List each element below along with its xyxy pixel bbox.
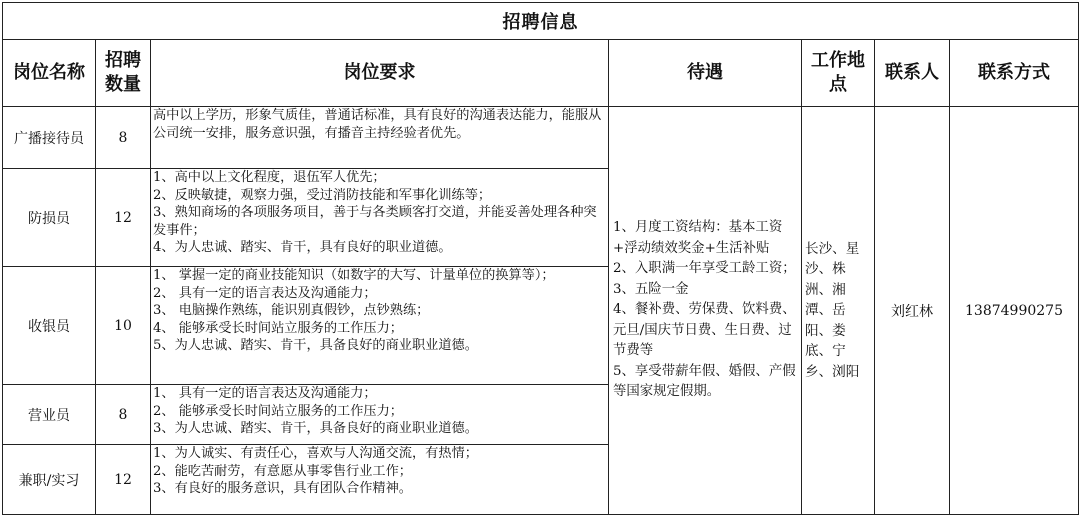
position-name: 防损员	[3, 169, 96, 267]
requirement-line: 2、 能够承受长时间站立服务的工作压力；	[153, 403, 403, 419]
job-requirements	[151, 169, 609, 267]
requirement-line: 3、熟知商场的各项服务项目，善于与各类顾客打交道，并能妥善处理各种突发事件；	[153, 205, 597, 238]
hire-count: 12	[96, 169, 151, 267]
table-title: 招聘信息	[3, 3, 1079, 40]
benefit-line: 3、五险一金	[613, 281, 689, 297]
requirement-line: 1、 掌握一定的商业技能知识（如数字的大写、计量单位的换算等）；	[153, 268, 555, 283]
benefit-line: 2、入职满一年享受工龄工资；	[613, 261, 796, 277]
header-count: 招聘数量	[96, 40, 151, 107]
contact-person: 刘红林	[875, 107, 950, 515]
requirement-line: 1、高中以上文化程度，退伍军人优先；	[153, 170, 386, 185]
header-requirements: 岗位要求	[151, 40, 609, 107]
requirement-line: 1、为人诚实、有责任心，喜欢与人沟通交流，有热情；	[153, 446, 478, 461]
requirement-line: 2、 具有一定的语言表达及沟通能力；	[153, 285, 377, 301]
benefit-line: 1、月度工资结构：基本工资+浮动绩效奖金+生活补贴	[613, 220, 783, 256]
requirement-line: 2、反映敏捷，观察力强，受过消防技能和军事化训练等；	[153, 187, 492, 203]
position-name: 收银员	[3, 267, 96, 385]
job-requirements	[151, 445, 609, 515]
position-name: 营业员	[3, 385, 96, 445]
header-benefits: 待遇	[609, 40, 802, 107]
requirement-line: 3、为人忠诚、踏实、肯干，具备良好的商业职业道德。	[153, 421, 478, 436]
position-name: 兼职/实习	[3, 445, 96, 515]
job-requirements	[151, 107, 609, 169]
hire-count: 12	[96, 445, 151, 515]
requirement-line: 3、有良好的服务意识，具有团队合作精神。	[153, 481, 412, 496]
header-position: 岗位名称	[3, 40, 96, 107]
hire-count: 8	[96, 385, 151, 445]
work-location: 长沙、星沙、株洲、湘潭、岳阳、娄底、宁乡、浏阳	[802, 107, 875, 515]
hire-count: 10	[96, 267, 151, 385]
contact-phone: 13874990275	[950, 107, 1079, 515]
header-location: 工作地点	[802, 40, 875, 107]
benefit-line: 4、餐补费、劳保费、饮料费、元旦/国庆节日费、生日费、过节费等	[613, 302, 796, 359]
requirement-line: 2、能吃苦耐劳，有意愿从事零售行业工作；	[153, 463, 412, 479]
position-name: 广播接待员	[3, 107, 96, 169]
requirement-line: 5、为人忠诚、踏实、肯干，具备良好的商业职业道德。	[153, 338, 478, 353]
requirement-line: 4、 能够承受长时间站立服务的工作压力；	[153, 320, 403, 336]
benefits-cell	[609, 107, 802, 515]
hire-count: 8	[96, 107, 151, 169]
header-contact: 联系人	[875, 40, 950, 107]
table-row	[3, 107, 1079, 169]
requirement-line: 4、为人忠诚、踏实、肯干，具有良好的职业道德。	[153, 240, 452, 255]
requirement-line: 高中以上学历，形象气质佳，普通话标准，具有良好的沟通表达能力，能服从公司统一安排，服务意识强，有播音主持经验者优先。	[153, 108, 602, 141]
job-requirements	[151, 385, 609, 445]
requirement-line: 3、 电脑操作熟练，能识别真假钞，点钞熟练；	[153, 303, 430, 318]
header-phone: 联系方式	[950, 40, 1079, 107]
requirement-line: 1、 具有一定的语言表达及沟通能力；	[153, 386, 377, 401]
job-requirements	[151, 267, 609, 385]
benefit-line: 5、享受带薪年假、婚假、产假等国家规定假期。	[613, 363, 796, 400]
recruitment-table	[2, 2, 1079, 515]
